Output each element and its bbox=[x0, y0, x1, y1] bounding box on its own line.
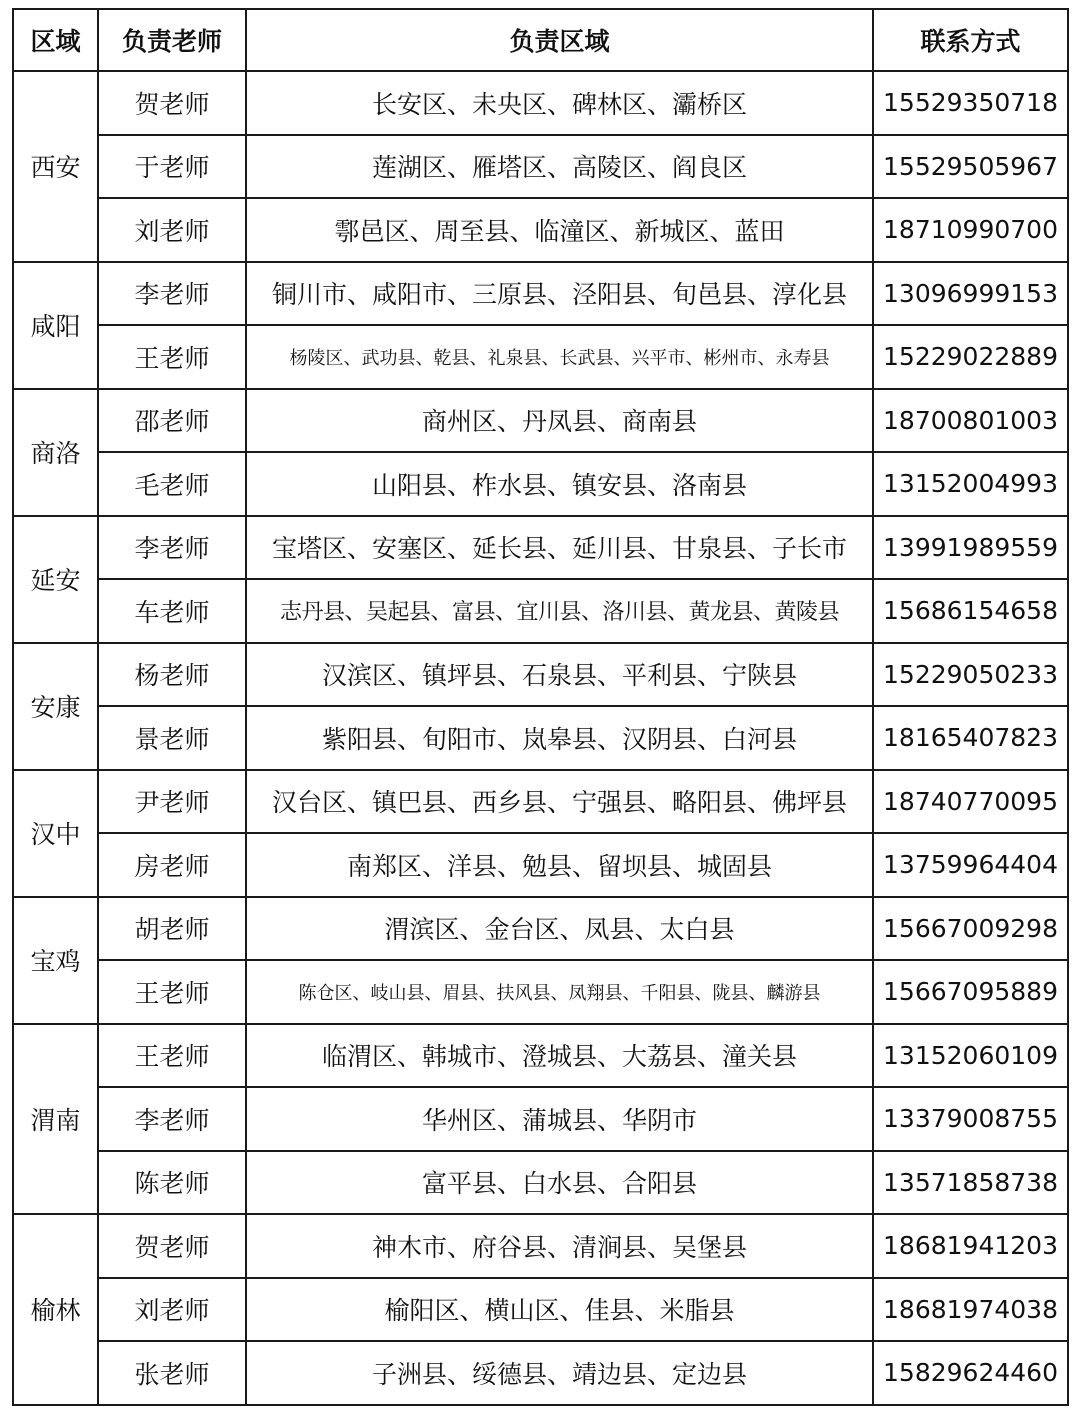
teacher-cell: 王老师 bbox=[98, 1024, 246, 1088]
table-row bbox=[13, 71, 1068, 135]
districts-cell: 莲湖区、雁塔区、高陵区、阎良区 bbox=[246, 135, 873, 199]
table-row bbox=[13, 1278, 1068, 1342]
region-cell: 西安 bbox=[13, 71, 98, 262]
table-body bbox=[13, 71, 1068, 1405]
phone-cell: 13571858738 bbox=[873, 1151, 1068, 1215]
header-teacher: 负责老师 bbox=[98, 9, 246, 71]
table-row bbox=[13, 135, 1068, 199]
header-contact: 联系方式 bbox=[873, 9, 1068, 71]
region-cell: 宝鸡 bbox=[13, 897, 98, 1024]
phone-cell: 13991989559 bbox=[873, 516, 1068, 580]
teacher-cell: 邵老师 bbox=[98, 389, 246, 453]
header-row bbox=[13, 9, 1068, 71]
phone-cell: 15229022889 bbox=[873, 325, 1068, 389]
districts-cell: 紫阳县、旬阳市、岚皋县、汉阴县、白河县 bbox=[246, 706, 873, 770]
districts-cell: 汉台区、镇巴县、西乡县、宁强县、略阳县、佛坪县 bbox=[246, 770, 873, 834]
teacher-cell: 刘老师 bbox=[98, 1278, 246, 1342]
phone-cell: 15529505967 bbox=[873, 135, 1068, 199]
phone-cell: 13152004993 bbox=[873, 452, 1068, 516]
teacher-cell: 贺老师 bbox=[98, 71, 246, 135]
region-cell: 咸阳 bbox=[13, 262, 98, 389]
region-cell: 汉中 bbox=[13, 770, 98, 897]
phone-cell: 13379008755 bbox=[873, 1087, 1068, 1151]
teacher-cell: 杨老师 bbox=[98, 643, 246, 707]
teacher-cell: 车老师 bbox=[98, 579, 246, 643]
phone-cell: 13152060109 bbox=[873, 1024, 1068, 1088]
teacher-cell: 李老师 bbox=[98, 516, 246, 580]
table-row bbox=[13, 1087, 1068, 1151]
phone-cell: 15667009298 bbox=[873, 897, 1068, 961]
phone-cell: 18165407823 bbox=[873, 706, 1068, 770]
table-row bbox=[13, 389, 1068, 453]
districts-cell: 鄠邑区、周至县、临潼区、新城区、蓝田 bbox=[246, 198, 873, 262]
teacher-cell: 景老师 bbox=[98, 706, 246, 770]
districts-cell: 志丹县、吴起县、富县、宜川县、洛川县、黄龙县、黄陵县 bbox=[246, 579, 873, 643]
phone-cell: 18740770095 bbox=[873, 770, 1068, 834]
teacher-cell: 毛老师 bbox=[98, 452, 246, 516]
districts-cell: 宝塔区、安塞区、延长县、延川县、甘泉县、子长市 bbox=[246, 516, 873, 580]
districts-cell: 长安区、未央区、碑林区、灞桥区 bbox=[246, 71, 873, 135]
table-row bbox=[13, 262, 1068, 326]
region-cell: 安康 bbox=[13, 643, 98, 770]
table-row bbox=[13, 770, 1068, 834]
phone-cell: 18710990700 bbox=[873, 198, 1068, 262]
districts-cell: 陈仓区、岐山县、眉县、扶风县、凤翔县、千阳县、陇县、麟游县 bbox=[246, 960, 873, 1024]
phone-cell: 18700801003 bbox=[873, 389, 1068, 453]
teacher-cell: 李老师 bbox=[98, 1087, 246, 1151]
table-row bbox=[13, 452, 1068, 516]
teacher-cell: 张老师 bbox=[98, 1341, 246, 1405]
districts-cell: 南郑区、洋县、勉县、留坝县、城固县 bbox=[246, 833, 873, 897]
region-cell: 商洛 bbox=[13, 389, 98, 516]
teacher-cell: 陈老师 bbox=[98, 1151, 246, 1215]
districts-cell: 富平县、白水县、合阳县 bbox=[246, 1151, 873, 1215]
districts-cell: 铜川市、咸阳市、三原县、泾阳县、旬邑县、淳化县 bbox=[246, 262, 873, 326]
districts-cell: 临渭区、韩城市、澄城县、大荔县、潼关县 bbox=[246, 1024, 873, 1088]
phone-cell: 15667095889 bbox=[873, 960, 1068, 1024]
phone-cell: 18681974038 bbox=[873, 1278, 1068, 1342]
phone-cell: 15686154658 bbox=[873, 579, 1068, 643]
table-row bbox=[13, 198, 1068, 262]
header-region: 区域 bbox=[13, 9, 98, 71]
districts-cell: 子洲县、绥德县、靖边县、定边县 bbox=[246, 1341, 873, 1405]
table-row bbox=[13, 1214, 1068, 1278]
phone-cell: 15229050233 bbox=[873, 643, 1068, 707]
region-cell: 延安 bbox=[13, 516, 98, 643]
teacher-cell: 于老师 bbox=[98, 135, 246, 199]
teacher-cell: 王老师 bbox=[98, 960, 246, 1024]
districts-cell: 榆阳区、横山区、佳县、米脂县 bbox=[246, 1278, 873, 1342]
table-row bbox=[13, 833, 1068, 897]
table-row bbox=[13, 325, 1068, 389]
teacher-cell: 刘老师 bbox=[98, 198, 246, 262]
table-row bbox=[13, 1151, 1068, 1215]
teacher-cell: 胡老师 bbox=[98, 897, 246, 961]
districts-cell: 山阳县、柞水县、镇安县、洛南县 bbox=[246, 452, 873, 516]
contact-table bbox=[12, 8, 1069, 1406]
phone-cell: 15529350718 bbox=[873, 71, 1068, 135]
phone-cell: 13096999153 bbox=[873, 262, 1068, 326]
districts-cell: 汉滨区、镇坪县、石泉县、平利县、宁陕县 bbox=[246, 643, 873, 707]
phone-cell: 15829624460 bbox=[873, 1341, 1068, 1405]
teacher-cell: 房老师 bbox=[98, 833, 246, 897]
table-row bbox=[13, 960, 1068, 1024]
table-row bbox=[13, 706, 1068, 770]
region-cell: 渭南 bbox=[13, 1024, 98, 1215]
districts-cell: 华州区、蒲城县、华阴市 bbox=[246, 1087, 873, 1151]
teacher-cell: 李老师 bbox=[98, 262, 246, 326]
table-row bbox=[13, 1024, 1068, 1088]
teacher-cell: 尹老师 bbox=[98, 770, 246, 834]
table-row bbox=[13, 897, 1068, 961]
table-row bbox=[13, 643, 1068, 707]
phone-cell: 13759964404 bbox=[873, 833, 1068, 897]
table-row bbox=[13, 516, 1068, 580]
phone-cell: 18681941203 bbox=[873, 1214, 1068, 1278]
districts-cell: 杨陵区、武功县、乾县、礼泉县、长武县、兴平市、彬州市、永寿县 bbox=[246, 325, 873, 389]
districts-cell: 渭滨区、金台区、凤县、太白县 bbox=[246, 897, 873, 961]
districts-cell: 商州区、丹凤县、商南县 bbox=[246, 389, 873, 453]
districts-cell: 神木市、府谷县、清涧县、吴堡县 bbox=[246, 1214, 873, 1278]
table-row bbox=[13, 579, 1068, 643]
teacher-cell: 王老师 bbox=[98, 325, 246, 389]
region-cell: 榆林 bbox=[13, 1214, 98, 1405]
table-row bbox=[13, 1341, 1068, 1405]
header-districts: 负责区域 bbox=[246, 9, 873, 71]
teacher-cell: 贺老师 bbox=[98, 1214, 246, 1278]
